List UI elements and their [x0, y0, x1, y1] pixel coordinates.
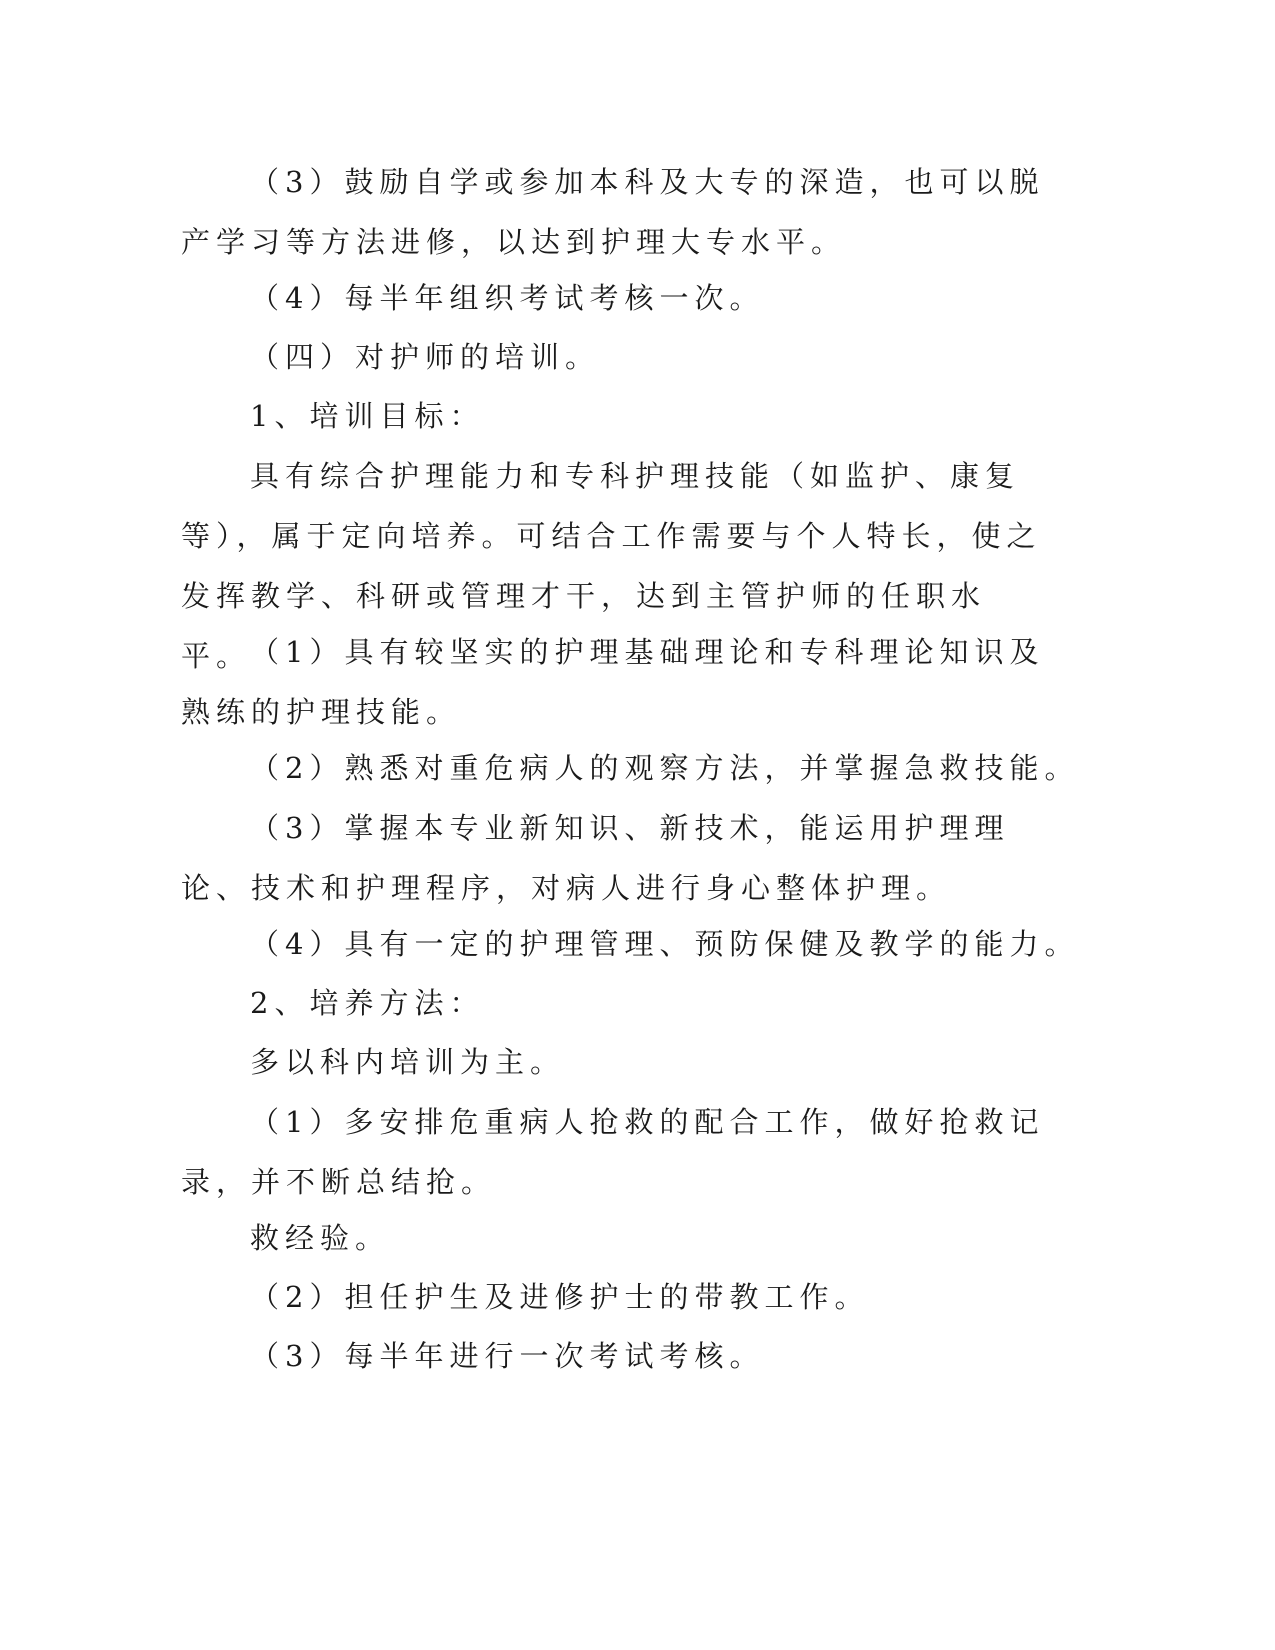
- paragraph-self-study: （3）鼓励自学或参加本科及大专的深造，也可以脱产学习等方法进修，以达到护理大专水平。: [181, 165, 1045, 259]
- paragraph-method-2-teaching: （2）担任护生及进修护士的带教工作。: [250, 1280, 870, 1314]
- paragraph-item-3-new-knowledge: （3）掌握本专业新知识、新技术，能运用护理理论、技术和护理程序，对病人进行身心整体护理。: [181, 811, 1010, 905]
- paragraph-item-1-foundation: （1）具有较坚实的护理基础理论和专科理论知识及熟练的护理技能。: [181, 635, 1045, 729]
- paragraph-method-3-exam: （3）每半年进行一次考试考核。: [250, 1339, 765, 1373]
- subheading-training-method: 2、培养方法：: [250, 986, 485, 1020]
- paragraph-in-department: 多以科内培训为主。: [250, 1045, 566, 1079]
- section-heading-nurse-training: （四）对护师的培训。: [250, 340, 601, 374]
- paragraph-rescue-experience: 救经验。: [250, 1221, 391, 1255]
- subheading-training-goal: 1、培训目标：: [250, 399, 485, 433]
- paragraph-exam-semiannual: （4）每半年组织考试考核一次。: [250, 281, 765, 315]
- paragraph-method-1-rescue: （1）多安排危重病人抢救的配合工作，做好抢救记录，并不断总结抢。: [181, 1105, 1045, 1199]
- paragraph-training-goal: 具有综合护理能力和专科护理技能（如监护、康复等），属于定向培养。可结合工作需要与个人特长，使之发挥教学、科研或管理才干，达到主管护师的任职水平。: [181, 459, 1042, 673]
- paragraph-item-2-observation: （2）熟悉对重危病人的观察方法，并掌握急救技能。: [250, 751, 1080, 785]
- paragraph-item-4-management: （4）具有一定的护理管理、预防保健及教学的能力。: [250, 927, 1080, 961]
